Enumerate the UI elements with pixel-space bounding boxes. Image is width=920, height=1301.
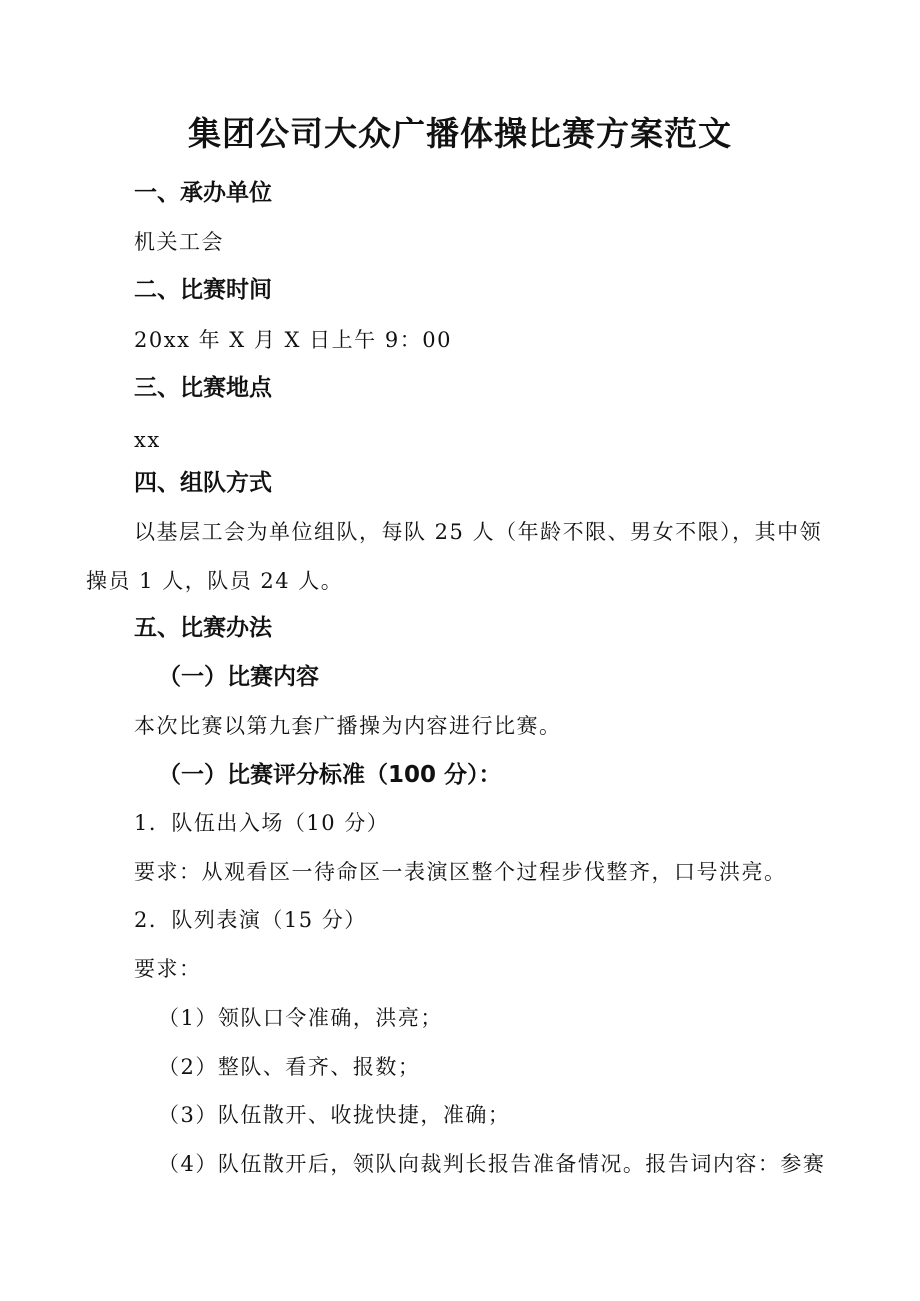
section-heading-location: 三、比赛地点 <box>134 375 272 401</box>
section-text-organizer: 机关工会 <box>134 230 224 254</box>
section-heading-organizer: 一、承办单位 <box>134 180 272 206</box>
requirement-item-4: （4）队伍散开后，领队向裁判长报告准备情况。报告词内容：参赛 <box>158 1152 826 1176</box>
document-title: 集团公司大众广播体操比赛方案范文 <box>188 114 732 153</box>
section-text-team-line1: 以基层工会为单位组队，每队 25 人（年龄不限、男女不限），其中领 <box>134 520 823 544</box>
section-text-location: xx <box>134 428 161 452</box>
subsection-heading-scoring: （一）比赛评分标准（100 分）： <box>158 762 502 788</box>
section-heading-method: 五、比赛办法 <box>134 615 272 641</box>
subsection-text-content: 本次比赛以第九套广播操为内容进行比赛。 <box>134 714 562 738</box>
subsection-heading-content: （一）比赛内容 <box>158 664 319 690</box>
section-text-team-line2: 操员 1 人，队员 24 人。 <box>86 569 344 593</box>
section-text-time: 20xx 年 X 月 X 日上午 9：00 <box>134 328 452 352</box>
section-heading-team: 四、组队方式 <box>134 470 272 496</box>
requirement-item-3: （3）队伍散开、收拢快捷，准确； <box>158 1103 511 1127</box>
list-item-formation: 2．队列表演（15 分） <box>134 908 367 932</box>
requirement-item-2: （2）整队、看齐、报数； <box>158 1055 421 1079</box>
requirement-item-1: （1）领队口令准确，洪亮； <box>158 1006 443 1030</box>
requirement-entry-exit: 要求：从观看区一待命区一表演区整个过程步伐整齐，口号洪亮。 <box>134 860 787 884</box>
list-item-entry-exit: 1．队伍出入场（10 分） <box>134 811 390 835</box>
section-heading-time: 二、比赛时间 <box>134 277 272 303</box>
requirement-formation-label: 要求： <box>134 957 202 981</box>
